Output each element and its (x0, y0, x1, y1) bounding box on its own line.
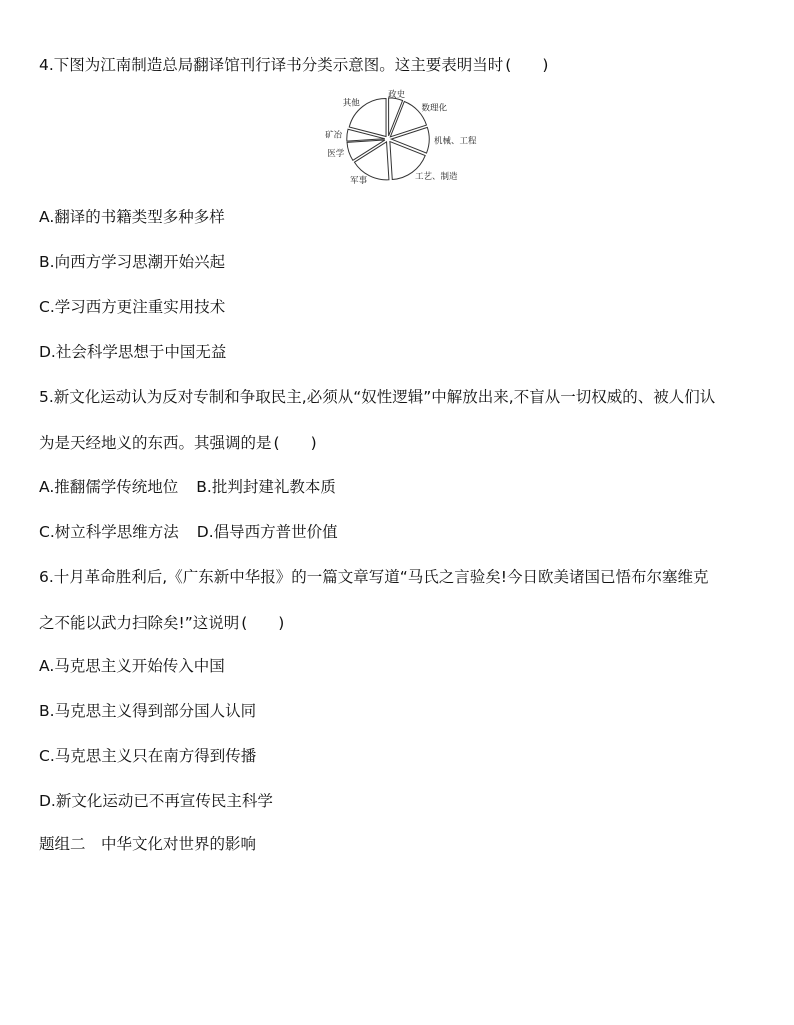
option-text: 树立科学思维方法 (54, 523, 179, 541)
pie-slice-label: 工艺、制造 (415, 172, 458, 183)
classification-pie-chart (318, 88, 482, 190)
option-text: 马克思主义只在南方得到传播 (54, 747, 257, 765)
pie-slice-label: 其他 (342, 98, 360, 109)
q6-option-d[interactable] (39, 790, 273, 812)
q5-option-a[interactable] (39, 476, 178, 498)
q4-option-c[interactable] (39, 296, 225, 318)
option-letter: A. (39, 208, 55, 226)
pie-slice-label: 数理化 (421, 103, 448, 114)
q5-option-b[interactable] (196, 476, 336, 498)
option-letter: B. (39, 253, 55, 271)
q4-option-d[interactable] (39, 341, 226, 363)
option-text: 马克思主义开始传入中国 (54, 657, 225, 675)
q5-answer-paren: ( ) (273, 434, 317, 452)
q4-stem-text: 4.下图为江南制造总局翻译馆刊行译书分类示意图。这主要表明当时 (39, 56, 504, 74)
option-letter: C. (39, 747, 55, 765)
q6-option-c[interactable] (39, 745, 256, 767)
q5-stem-line2 (39, 432, 317, 454)
q4-option-b[interactable] (39, 251, 225, 273)
option-letter: D. (39, 792, 56, 810)
option-letter: B. (39, 702, 55, 720)
pie-slice-label: 矿冶 (325, 130, 343, 141)
option-letter: B. (196, 478, 212, 496)
q5-options-row2 (39, 521, 338, 543)
q6-answer-paren: ( ) (241, 614, 285, 632)
q5-stem-text-1: 5.新文化运动认为反对专制和争取民主,必须从“奴性逻辑”中解放出来,不盲从一切权威的、被人们认 (39, 388, 716, 406)
option-letter: A. (39, 657, 55, 675)
q5-stem-text-2: 为是天经地义的东西。其强调的是 (39, 434, 272, 452)
option-letter: D. (39, 343, 56, 361)
option-letter: A. (39, 478, 55, 496)
pie-chart-svg (318, 88, 482, 190)
q6-stem-text-2: 之不能以武力扫除矣!”这说明 (39, 614, 240, 632)
q6-stem-line2 (39, 612, 284, 634)
option-letter: C. (39, 298, 55, 316)
q5-stem-line1 (39, 386, 715, 408)
option-text: 倡导西方普世价值 (213, 523, 338, 541)
pie-slice-label: 军事 (350, 176, 368, 186)
pie-slice-label: 机械、工程 (434, 136, 477, 147)
q5-option-c[interactable] (39, 521, 179, 543)
option-text: 学习西方更注重实用技术 (54, 298, 226, 316)
option-text: 推翻儒学传统地位 (54, 478, 179, 496)
q6-option-a[interactable] (39, 655, 225, 677)
option-letter: D. (196, 523, 214, 541)
section-heading (39, 833, 256, 855)
option-text: 批判封建礼教本质 (211, 478, 336, 496)
option-text: 向西方学习思潮开始兴起 (54, 253, 226, 271)
q5-option-d[interactable] (197, 521, 338, 543)
q5-options-row1 (39, 476, 336, 498)
option-text: 翻译的书籍类型多种多样 (54, 208, 225, 226)
q6-stem-line1 (39, 566, 708, 588)
option-text: 马克思主义得到部分国人认同 (54, 702, 257, 720)
option-letter: C. (39, 523, 55, 541)
q4-option-a[interactable] (39, 206, 225, 228)
section-title: 题组二 中华文化对世界的影响 (39, 835, 257, 853)
pie-slice-label: 政史 (388, 89, 406, 100)
pie-slice-label: 医学 (327, 149, 345, 160)
option-text: 社会科学思想于中国无益 (55, 343, 227, 361)
q4-answer-paren: ( ) (505, 56, 549, 74)
option-text: 新文化运动已不再宣传民主科学 (55, 792, 273, 810)
q6-option-b[interactable] (39, 700, 256, 722)
q4-stem (39, 54, 548, 76)
q6-stem-text-1: 6.十月革命胜利后,《广东新中华报》的一篇文章写道“马氏之言验矣!今日欧美诸国已悟布尔塞维克 (39, 568, 709, 586)
